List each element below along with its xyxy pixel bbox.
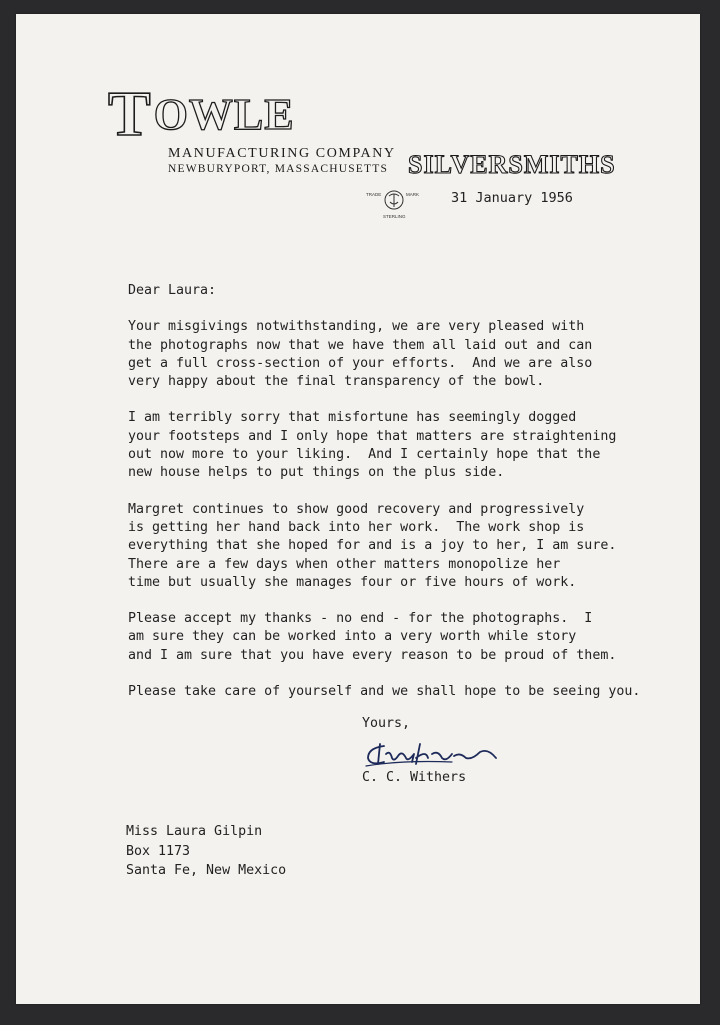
letterhead	[16, 14, 700, 244]
body-line: Please accept my thanks - no end - for the photographs. I	[128, 611, 593, 627]
recipient-name: Miss Laura Gilpin	[126, 824, 263, 839]
letter-body	[128, 282, 668, 701]
company-block	[168, 146, 396, 175]
recipient-address	[126, 822, 286, 881]
body-line: Margret continues to show good recovery and progressively	[128, 501, 585, 517]
body-line: everything that she hoped for and is a joy to her, I am sure.	[128, 538, 617, 554]
signer-name: C. C. Withers	[362, 770, 467, 785]
tagline: SILVERSMITHS	[408, 150, 616, 179]
letter-date: 31 January 1956	[451, 190, 573, 206]
logo-initial: T	[108, 78, 152, 149]
logo-rest: OWLE	[153, 90, 295, 139]
body-line: and I am sure that you have every reason to be proud of them.	[128, 647, 617, 663]
handwritten-signature	[362, 736, 512, 770]
body-line: new house helps to put things on the plus side.	[128, 465, 505, 481]
body-line: is getting her hand back into her work. The work shop is	[128, 519, 585, 535]
recipient-box: Box 1173	[126, 843, 191, 859]
trademark-bottom-label: STERLING	[383, 214, 406, 219]
body-line: very happy about the final transparency of the bowl.	[128, 374, 545, 390]
trademark-emblem-icon	[364, 182, 424, 226]
trademark-left-label: TRADE	[366, 192, 382, 197]
body-line: Your misgivings notwithstanding, we are very pleased with	[128, 319, 585, 335]
company-location: NEWBURYPORT, MASSACHUSETTS	[168, 163, 389, 175]
body-line: time but usually she manages four or five hours of work.	[128, 574, 577, 590]
closing: Yours,	[362, 716, 411, 731]
body-line: I am terribly sorry that misfortune has seemingly dogged	[128, 410, 577, 426]
trademark-right-label: MARK	[406, 192, 420, 197]
body-line: Please take care of yourself and we shall hope to be seeing you.	[128, 684, 641, 700]
body-line: your footsteps and I only hope that matters are straightening	[128, 428, 617, 444]
letter-sheet	[16, 14, 700, 1004]
recipient-city: Santa Fe, New Mexico	[126, 863, 287, 878]
towle-logo	[108, 78, 295, 149]
company-name: MANUFACTURING COMPANY	[168, 146, 396, 161]
body-line: There are a few days when other matters monopolize her	[128, 556, 561, 572]
salutation: Dear Laura:	[128, 283, 217, 298]
body-line: get a full cross-section of your efforts. And we are also	[128, 355, 593, 371]
body-line: the photographs now that we have them all laid out and can	[128, 337, 593, 353]
body-line: out now more to your liking. And I certainly hope that the	[128, 447, 601, 463]
body-line: am sure they can be worked into a very worth while story	[128, 629, 577, 645]
